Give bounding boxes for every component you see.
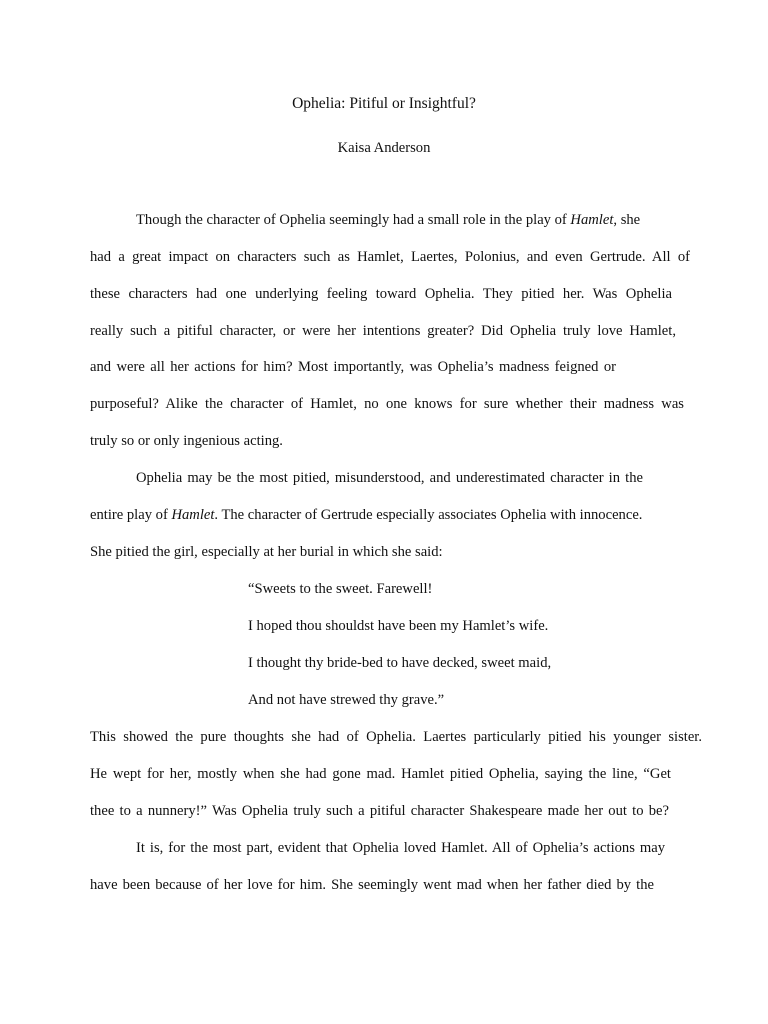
play-title: Hamlet (570, 212, 614, 228)
paragraph-text: , she (613, 212, 641, 228)
paragraph-line: have been because of her love for him. She seemingly went mad when her father died by the (90, 877, 654, 893)
paragraph-line: and were all her actions for him? Most importantly, was Ophelia’s madness feigned or (90, 359, 616, 375)
paragraph-line: purposeful? Alike the character of Hamlet, no one knows for sure whether their madness was (90, 396, 684, 412)
paragraph-line: truly so or only ingenious acting. (90, 433, 283, 449)
document-title: Ophelia: Pitiful or Insightful? (292, 95, 476, 112)
paragraph-line: She pitied the girl, especially at her burial in which she said: (90, 544, 443, 560)
paragraph-line (136, 210, 656, 230)
quote-line: I hoped thou shouldst have been my Hamlet’s wife. (248, 618, 549, 634)
paragraph-line (90, 505, 690, 525)
play-title: Hamlet (171, 507, 215, 523)
paragraph-line: these characters had one underlying feeling toward Ophelia. They pitied her. Was Ophelia (90, 286, 672, 302)
paragraph-line: It is, for the most part, evident that Ophelia loved Hamlet. All of Ophelia’s actions may (136, 840, 665, 856)
paragraph-line: thee to a nunnery!” Was Ophelia truly such a pitiful character Shakespeare made her out to be? (90, 803, 669, 819)
paragraph-line: had a great impact on characters such as Hamlet, Laertes, Polonius, and even Gertrude. All of (90, 249, 690, 265)
paragraph-line: Ophelia may be the most pitied, misunderstood, and underestimated character in the (136, 470, 643, 486)
paragraph-line: This showed the pure thoughts she had of Ophelia. Laertes particularly pitied his younger sister. (90, 729, 702, 745)
paragraph-line: really such a pitiful character, or were her intentions greater? Did Ophelia truly love Hamlet, (90, 323, 676, 339)
paragraph-line: He wept for her, mostly when she had gone mad. Hamlet pitied Ophelia, saying the line, “Get (90, 766, 671, 782)
document-author: Kaisa Anderson (337, 140, 431, 156)
quote-line: I thought thy bride-bed to have decked, sweet maid, (248, 655, 552, 671)
quote-line: “Sweets to the sweet. Farewell! (248, 581, 433, 597)
quote-line: And not have strewed thy grave.” (248, 692, 445, 708)
paragraph-text: Though the character of Ophelia seemingly had a small role in the play of (136, 212, 571, 228)
paragraph-text: entire play of (90, 507, 172, 523)
paragraph-text: . The character of Gertrude especially associates Ophelia with innocence. (214, 507, 643, 523)
